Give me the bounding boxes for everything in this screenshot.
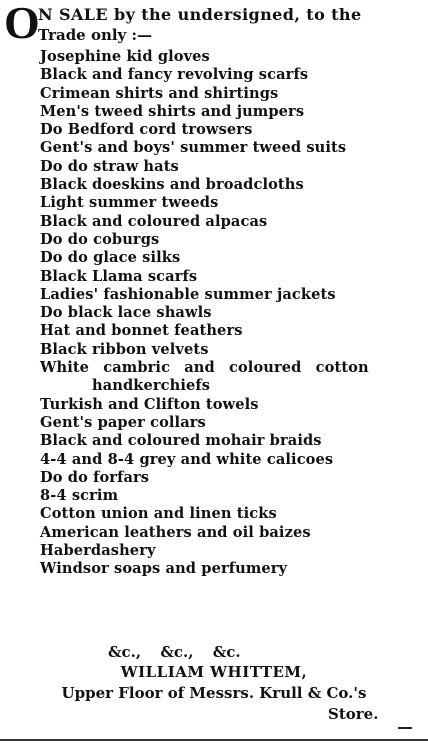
etcetera: &c.: [212, 643, 241, 661]
list-item: Josephine kid gloves: [40, 48, 210, 65]
list-item: Do do coburgs: [40, 230, 160, 248]
list-item: Turkish and Clifton towels: [40, 395, 259, 413]
headline-continued: Trade only :—: [38, 26, 153, 44]
goods-list: [40, 48, 426, 579]
list-item: Black and coloured alpacas: [40, 212, 268, 230]
list-item: Hat and bonnet feathers: [40, 322, 243, 340]
list-item: White cambric and coloured cotton: [40, 359, 369, 377]
list-item: Windsor soaps and perfumery: [40, 560, 288, 578]
list-item: Black doeskins and broadcloths: [40, 176, 304, 194]
signer-name: WILLIAM WHITTEM,: [120, 663, 308, 681]
drop-cap: O: [4, 0, 40, 48]
advert-heading: [4, 2, 424, 46]
list-item-continued: handkerchiefs: [92, 377, 211, 395]
list-item: Haberdashery: [40, 542, 156, 560]
list-item: Black and coloured mohair braids: [40, 432, 322, 450]
list-item: American leathers and oil baizes: [40, 523, 311, 541]
list-item: Black Llama scarfs: [40, 267, 198, 285]
list-item: Gent's and boys' summer tweed suits: [40, 139, 347, 157]
etcetera-line: [108, 643, 255, 661]
list-item: Black and fancy revolving scarfs: [40, 66, 309, 84]
list-item: Do do glace silks: [40, 249, 181, 267]
list-item: 8-4 scrim: [40, 487, 119, 505]
list-item: 4-4 and 8-4 grey and white calicoes: [40, 450, 334, 468]
signer-address: Upper Floor of Messrs. Krull & Co.'s: [61, 684, 367, 702]
list-item: Do do straw hats: [40, 157, 179, 175]
list-item: Do do forfars: [40, 468, 150, 486]
list-item: Light summer tweeds: [40, 194, 219, 212]
list-item: Do Bedford cord trowsers: [40, 121, 253, 139]
list-item: Cotton union and linen ticks: [40, 505, 277, 523]
list-item: Gent's paper collars: [40, 413, 206, 431]
signer-address-continued: Store.: [328, 705, 379, 723]
headline: N SALE by the undersigned, to the: [38, 5, 362, 24]
list-item: Ladies' fashionable summer jackets: [40, 285, 336, 303]
list-item: Black ribbon velvets: [40, 340, 209, 358]
etcetera: &c.,: [108, 643, 142, 661]
list-item: Crimean shirts and shirtings: [40, 84, 279, 102]
etcetera: &c.,: [160, 643, 194, 661]
bottom-rule: [0, 739, 428, 741]
end-dash: [398, 727, 412, 729]
list-item: Men's tweed shirts and jumpers: [40, 102, 305, 120]
list-item: Do black lace shawls: [40, 304, 212, 322]
